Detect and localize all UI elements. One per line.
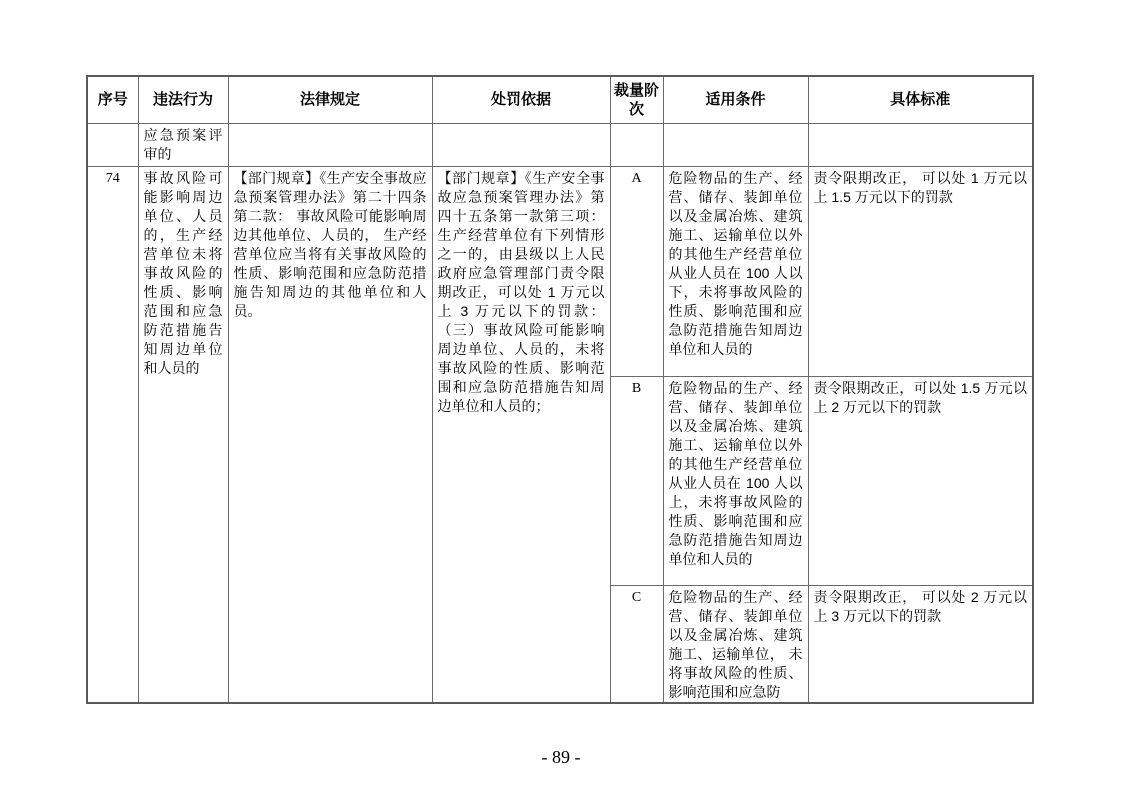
serial-cell: 74 — [87, 166, 138, 703]
tier-a-level-cell: A — [610, 166, 663, 376]
penalty-discretion-table — [86, 75, 1034, 704]
col-header-discretion-tier: 裁量阶次 — [610, 76, 663, 123]
legal-provision-cell: 【部门规章】《生产安全事故应急预案管理办法》第二十四条第二款： 事故风险可能影响周边其他单位、人员的， 生产经营单位应当将有关事故风险的性质、影响范围和应急防范措施告知周边的其他单位和人员。 — [228, 166, 432, 703]
row-74-tier-a — [87, 166, 1033, 376]
penalty-basis-cell: 【部门规章】《生产安全事故应急预案管理办法》第四十五条第一款第三项：生产经营单位有下列情形之一的，由县级以上人民政府应急管理部门责令限期改正，可以处 1 万元以上 3 万元以下的罚款： （三）事故风险可能影响周边单位、人员的，未将事故风险的性质、影响范围和应急防范措施告知周边单位和人员的； — [432, 166, 610, 703]
carryover-serial-cell — [87, 123, 138, 166]
carryover-legal-provision-cell — [228, 123, 432, 166]
tier-a-condition-cell — [663, 166, 808, 376]
carryover-violation-cell: 应急预案评审的 — [138, 123, 228, 166]
carryover-penalty-basis-cell — [432, 123, 610, 166]
col-header-penalty-basis: 处罚依据 — [432, 76, 610, 123]
col-header-violation: 违法行为 — [138, 76, 228, 123]
tier-b-level-cell: B — [610, 376, 663, 585]
col-header-legal-provision: 法律规定 — [228, 76, 432, 123]
tier-c-condition-cell — [663, 585, 808, 703]
tier-b-standard-cell: 责令限期改正，可以处 1.5 万元以上 2 万元以下的罚款 — [808, 376, 1033, 585]
col-header-applicable-condition: 适用条件 — [663, 76, 808, 123]
tier-c-standard-cell: 责令限期改正， 可以处 2 万元以上 3 万元以下的罚款 — [808, 585, 1033, 703]
col-header-specific-standard: 具体标准 — [808, 76, 1033, 123]
violation-cell: 事故风险可能影响周边单位、人员的，生产经营单位未将事故风险的性质、影响范围和应急防范措施告知周边单位和人员的 — [138, 166, 228, 703]
tier-c-condition-text: 危险物品的生产、经营、储存、装卸单位以及金属冶炼、建筑施工、运输单位， 未将事故风险的性质、影响范围和应急防 — [668, 588, 803, 700]
tier-a-standard-cell: 责令限期改正， 可以处 1 万元以上 1.5 万元以下的罚款 — [808, 166, 1033, 376]
tier-c-level-cell: C — [610, 585, 663, 703]
carryover-standard-cell — [808, 123, 1033, 166]
tier-a-condition-text: 危险物品的生产、经营、储存、装卸单位以及金属冶炼、建筑施工、运输单位以外的其他生产经营单位从业人员在 100 人以下，未将事故风险的性质、影响范围和应急防范措施告知周边单位和人员的 — [668, 169, 803, 357]
tier-b-condition-text: 危险物品的生产、经营、储存、装卸单位以及金属冶炼、建筑施工、运输单位以外的其他生产经营单位从业人员在 100 人以上，未将事故风险的性质、影响范围和应急防范措施告知周边单位和人员的 — [668, 379, 803, 567]
carryover-tier-cell — [610, 123, 663, 166]
col-header-serial: 序号 — [87, 76, 138, 123]
table-header-row — [87, 76, 1033, 123]
carryover-row — [87, 123, 1033, 166]
tier-b-condition-cell — [663, 376, 808, 585]
carryover-condition-cell — [663, 123, 808, 166]
page-number: - 89 - — [541, 747, 581, 767]
